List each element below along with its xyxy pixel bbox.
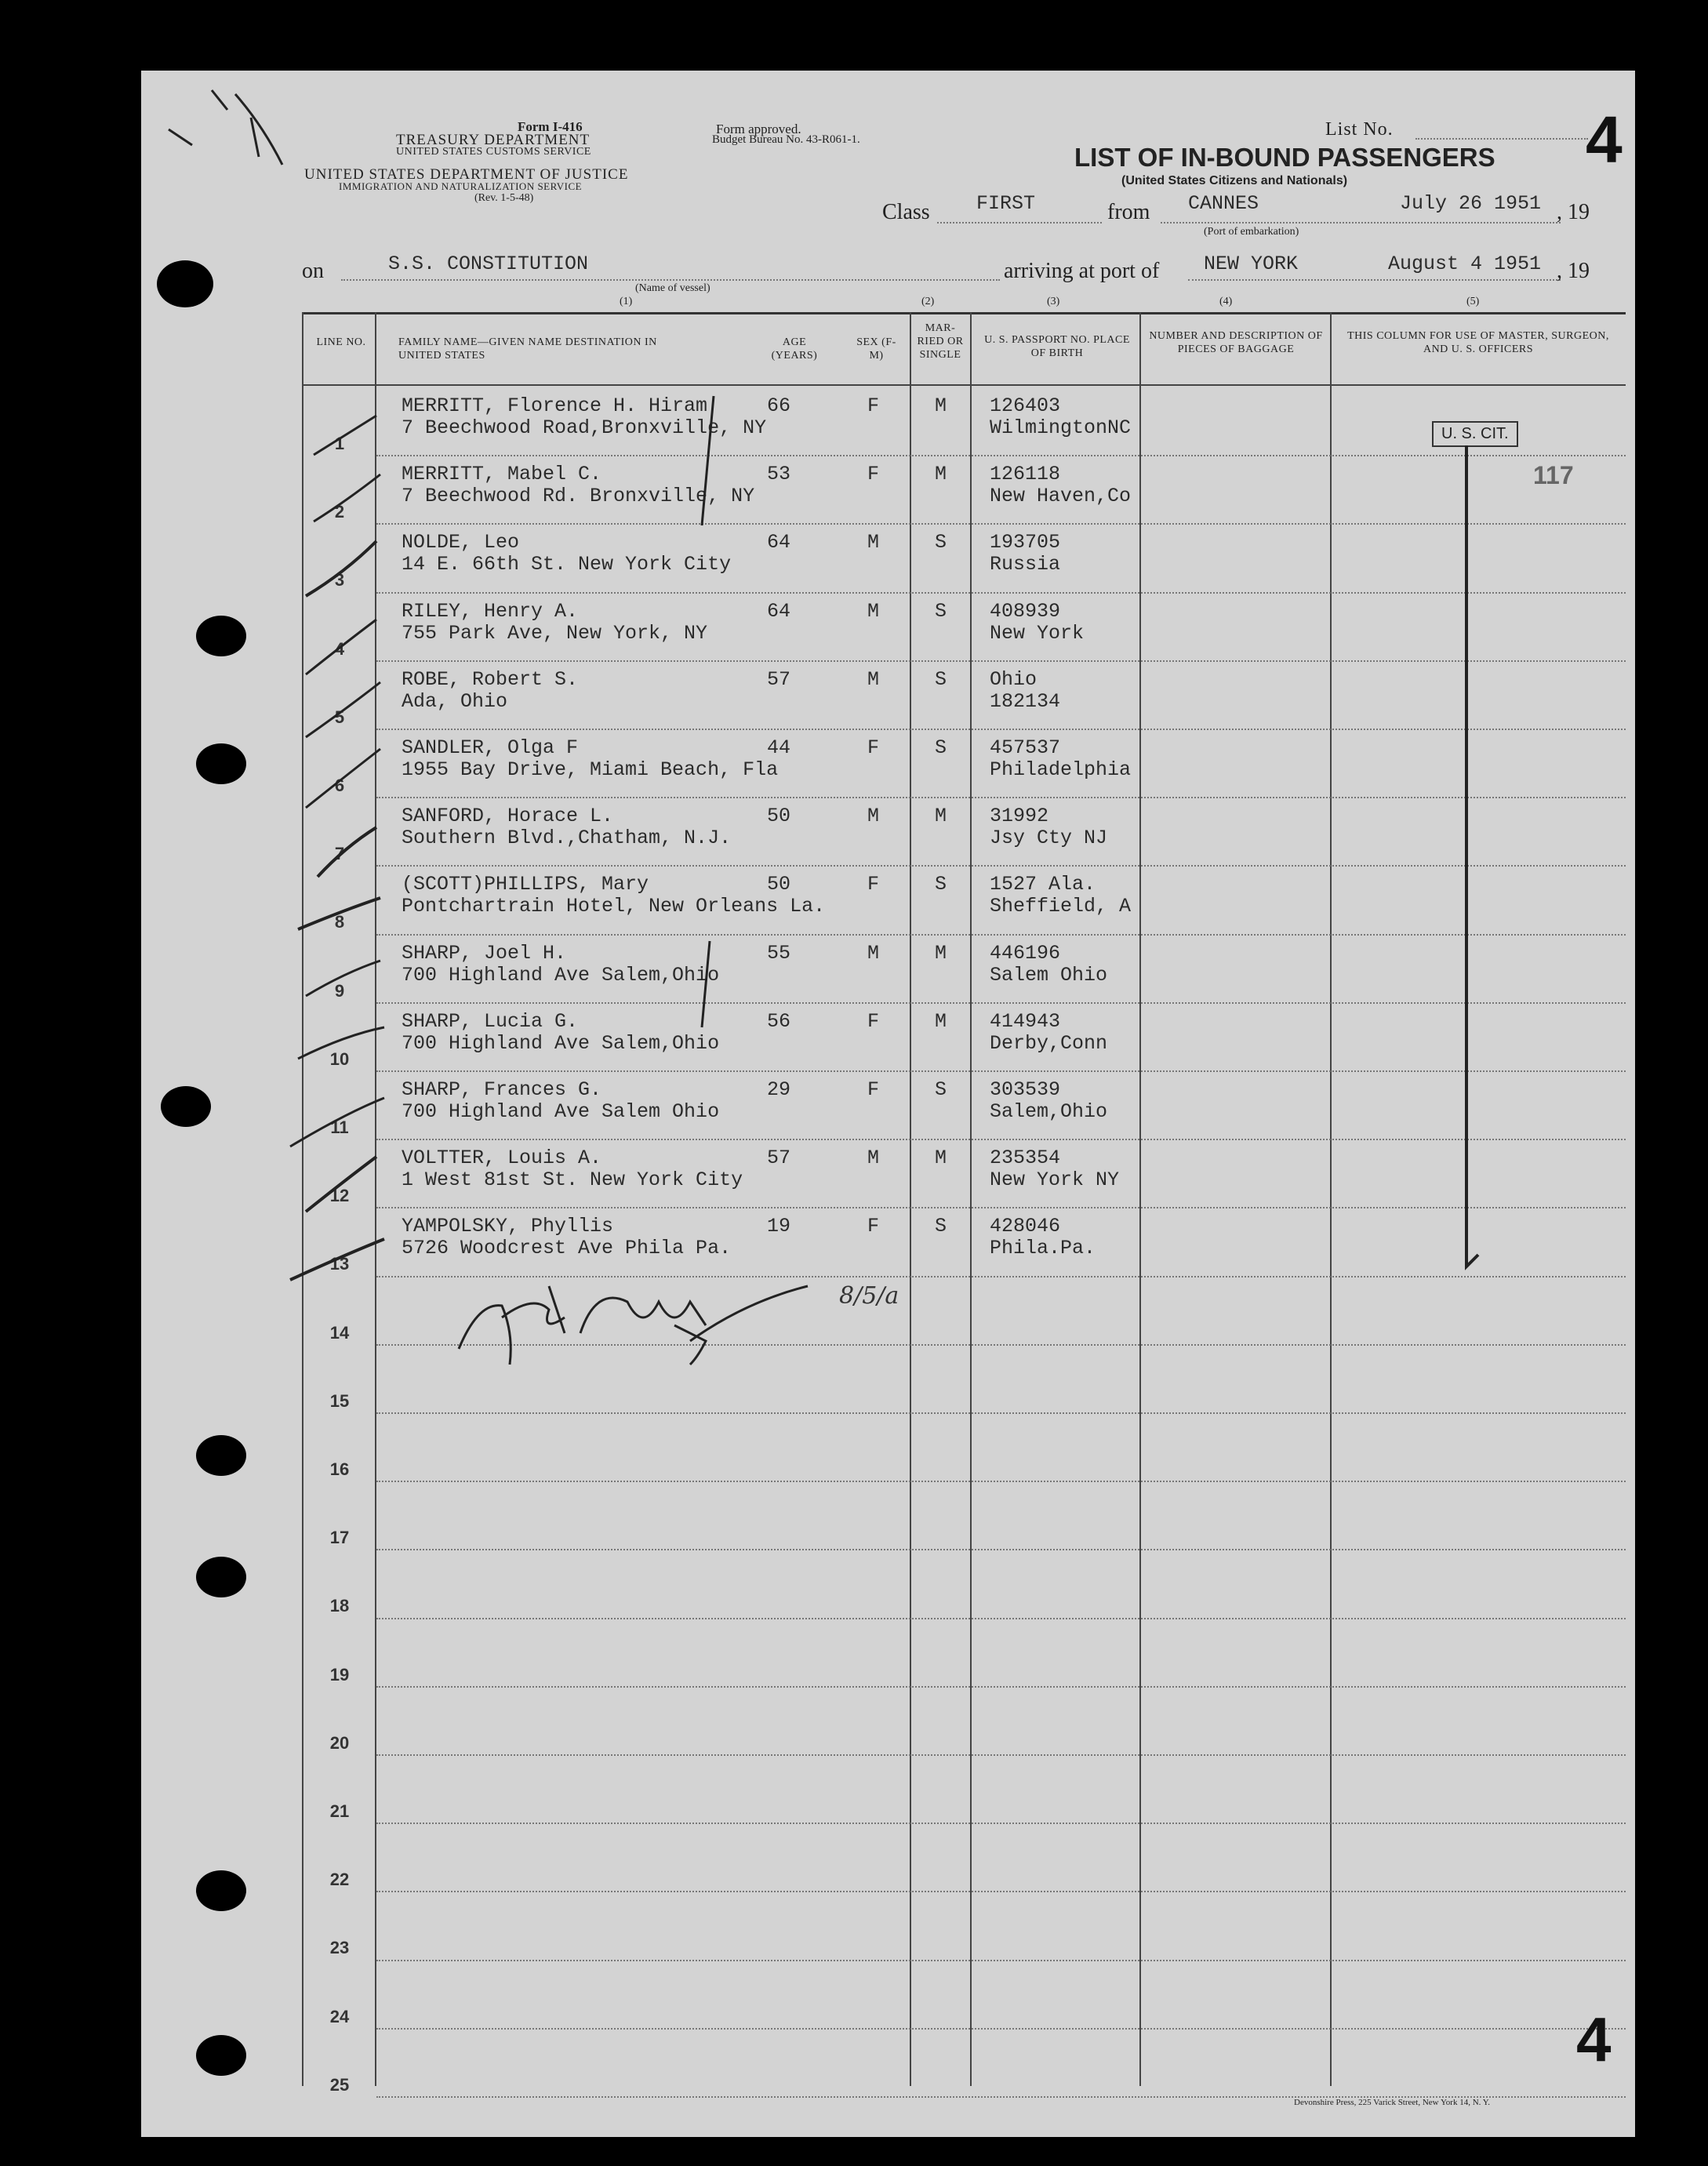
row-separator [376, 797, 1626, 798]
passenger-marital-status: M [935, 941, 947, 965]
row-separator [376, 1002, 1626, 1004]
vessel-name: S.S. CONSTITUTION [388, 253, 589, 275]
passenger-destination: Pontchartrain Hotel, New Orleans La. [402, 895, 826, 918]
passport-number: Ohio [990, 667, 1038, 691]
form-subtitle: (United States Citizens and Nationals) [1121, 174, 1348, 187]
line-number: 5 [334, 707, 345, 727]
line-number: 14 [329, 1322, 350, 1343]
passenger-sex: F [867, 394, 880, 417]
passenger-marital-status: M [935, 463, 947, 486]
binder-hole [196, 2035, 246, 2076]
justice-dept: UNITED STATES DEPARTMENT OF JUSTICE [304, 166, 629, 183]
printer-credit: Devonshire Press, 225 Varick Street, New York 14, N. Y. [1294, 2098, 1491, 2107]
passenger-name: VOLTTER, Louis A. [402, 1147, 602, 1170]
place-of-birth: Derby,Conn [990, 1031, 1108, 1055]
line-number: 23 [329, 1938, 350, 1958]
row-separator [376, 1344, 1626, 1346]
from-label: from [1107, 200, 1150, 224]
place-of-birth: Jsy Cty NJ [990, 827, 1108, 850]
passenger-age: 57 [767, 1147, 791, 1170]
line-number: 4 [334, 638, 345, 659]
col-header-name: FAMILY NAME—GIVEN NAME DESTINATION IN UNITED STATES [398, 336, 657, 362]
passenger-marital-status: S [935, 736, 947, 759]
row-separator [376, 729, 1626, 730]
row-separator [376, 1481, 1626, 1482]
passenger-name: SANDLER, Olga F [402, 736, 579, 759]
passenger-age: 64 [767, 599, 791, 623]
col-header-baggage: NUMBER AND DESCRIPTION OF PIECES OF BAGGAGE [1149, 330, 1323, 355]
line-number: 9 [334, 980, 345, 1001]
line-number: 3 [334, 570, 345, 591]
binder-hole [196, 743, 246, 784]
passenger-age: 66 [767, 394, 791, 417]
passenger-sex: M [867, 599, 880, 623]
row-separator [376, 1754, 1626, 1756]
passenger-name: SHARP, Lucia G. [402, 1009, 579, 1033]
row-separator [376, 2028, 1626, 2030]
passenger-marital-status: M [935, 394, 947, 417]
passport-number: 446196 [990, 941, 1061, 965]
row-separator [376, 1960, 1626, 1961]
passenger-marital-status: S [935, 599, 947, 623]
row-separator [376, 1276, 1626, 1277]
passenger-age: 50 [767, 805, 791, 828]
passenger-destination: 7 Beechwood Rd. Bronxville, NY [402, 485, 755, 508]
passenger-age: 64 [767, 531, 791, 554]
place-of-birth: Sheffield, A [990, 895, 1132, 918]
passenger-age: 55 [767, 941, 791, 965]
line-number: 18 [329, 1596, 350, 1616]
passenger-sex: M [867, 667, 880, 691]
row-separator [376, 1823, 1626, 1824]
passenger-name: SANFORD, Horace L. [402, 805, 614, 828]
passenger-marital-status: M [935, 805, 947, 828]
row-separator [376, 1139, 1626, 1140]
passenger-sex: F [867, 463, 880, 486]
passenger-destination: Southern Blvd.,Chatham, N.J. [402, 827, 732, 850]
place-of-birth: 182134 [990, 689, 1061, 713]
line-number: 7 [334, 844, 345, 864]
passenger-age: 19 [767, 1215, 791, 1238]
binder-hole [161, 1086, 211, 1127]
passenger-destination: 1 West 81st St. New York City [402, 1168, 743, 1192]
passenger-marital-status: S [935, 1215, 947, 1238]
passport-number: 126403 [990, 394, 1061, 417]
form-approved: Form approved. [716, 122, 801, 136]
ins-service: IMMIGRATION AND NATURALIZATION SERVICE [339, 180, 583, 192]
col-header-sex: SEX (F-M) [856, 336, 896, 362]
line-number: 8 [334, 912, 345, 932]
passenger-sex: M [867, 531, 880, 554]
on-label: on [302, 259, 324, 283]
passenger-name: MERRITT, Mabel C. [402, 463, 602, 486]
passenger-manifest-page [141, 71, 1635, 2137]
place-of-birth: New York NY [990, 1168, 1120, 1192]
place-of-birth: Russia [990, 553, 1061, 576]
col-num-2: (2) [921, 296, 935, 307]
row-separator [376, 1412, 1626, 1414]
place-of-birth: New Haven,Co [990, 485, 1132, 508]
passenger-sex: F [867, 1215, 880, 1238]
passenger-destination: 7 Beechwood Road,Bronxville, NY [402, 416, 767, 439]
row-separator [376, 1070, 1626, 1072]
passenger-marital-status: M [935, 1147, 947, 1170]
col-num-3: (3) [1047, 296, 1060, 307]
place-of-birth: Salem,Ohio [990, 1100, 1108, 1123]
row-separator [376, 1207, 1626, 1208]
passenger-destination: 700 Highland Ave Salem,Ohio [402, 963, 720, 987]
line-number: 11 [330, 1118, 349, 1137]
passenger-destination: 14 E. 66th St. New York City [402, 553, 732, 576]
passenger-name: ROBE, Robert S. [402, 667, 579, 691]
place-of-birth: Philadelphia [990, 758, 1132, 781]
line-number: 19 [329, 1664, 350, 1684]
line-number: 20 [329, 1732, 350, 1753]
col-header-passport: U. S. PASSPORT NO. PLACE OF BIRTH [984, 334, 1130, 359]
passenger-age: 57 [767, 667, 791, 691]
place-of-birth: New York [990, 621, 1085, 645]
passport-number: 428046 [990, 1215, 1061, 1238]
us-citizen-stamp: U. S. CIT. [1432, 421, 1518, 447]
passport-number: 408939 [990, 599, 1061, 623]
customs-service: UNITED STATES CUSTOMS SERVICE [396, 146, 591, 158]
line-number: 15 [329, 1390, 350, 1411]
passenger-name: MERRITT, Florence H. Hiram [402, 394, 708, 417]
table-top-border [302, 312, 1626, 314]
row-separator [376, 1891, 1626, 1892]
passenger-destination: Ada, Ohio [402, 689, 508, 713]
row-separator [376, 865, 1626, 867]
passenger-name: (SCOTT)PHILLIPS, Mary [402, 873, 649, 896]
arrival-port: NEW YORK [1204, 253, 1299, 275]
arrival-year-suffix: , 19 [1557, 259, 1590, 283]
col-num-4: (4) [1219, 296, 1233, 307]
passenger-destination: 700 Highland Ave Salem,Ohio [402, 1031, 720, 1055]
list-no-label: List No. [1325, 119, 1394, 140]
line-number: 1 [334, 434, 345, 453]
binder-hole [196, 616, 246, 656]
passenger-name: SHARP, Joel H. [402, 941, 567, 965]
place-of-birth: Phila.Pa. [990, 1237, 1096, 1260]
passenger-destination: 755 Park Ave, New York, NY [402, 621, 708, 645]
stamp-number: 117 [1533, 461, 1574, 489]
binder-hole [196, 1557, 246, 1597]
embark-year-suffix: , 19 [1557, 200, 1590, 224]
passenger-age: 44 [767, 736, 791, 759]
row-separator [376, 660, 1626, 662]
place-of-birth: Salem Ohio [990, 963, 1108, 987]
col-header-age: AGE (YEARS) [771, 336, 818, 362]
line-number: 21 [329, 1801, 350, 1821]
list-number: 4 [1586, 103, 1623, 176]
row-separator [376, 934, 1626, 936]
passport-number: 126118 [990, 463, 1061, 486]
vessel-caption: (Name of vessel) [635, 282, 710, 294]
passenger-marital-status: S [935, 667, 947, 691]
line-number: 6 [334, 776, 345, 795]
col-header-line: LINE NO. [316, 336, 366, 348]
passenger-age: 53 [767, 463, 791, 486]
col-header-married: MAR-RIED OR SINGLE [917, 322, 964, 361]
binder-hole [196, 1435, 246, 1476]
line-number: 13 [329, 1254, 350, 1274]
line-number: 16 [329, 1459, 350, 1479]
passenger-marital-status: S [935, 531, 947, 554]
passport-number: 235354 [990, 1147, 1061, 1170]
passenger-sex: F [867, 873, 880, 896]
line-number: 24 [329, 2006, 350, 2026]
passenger-name: YAMPOLSKY, Phyllis [402, 1215, 614, 1238]
passenger-marital-status: S [935, 1078, 947, 1101]
bottom-list-number: 4 [1576, 2004, 1612, 2074]
binder-hole [196, 1870, 246, 1911]
passenger-marital-status: S [935, 873, 947, 896]
place-of-birth: WilmingtonNC [990, 416, 1132, 439]
passport-number: 414943 [990, 1009, 1061, 1033]
row-separator [376, 592, 1626, 594]
row-separator [376, 1618, 1626, 1619]
passenger-name: SHARP, Frances G. [402, 1078, 602, 1101]
col-num-1: (1) [620, 296, 633, 307]
row-separator [376, 1686, 1626, 1688]
line-number: 2 [334, 502, 345, 522]
passenger-age: 50 [767, 873, 791, 896]
table-header-bottom [302, 384, 1626, 386]
col-header-officers: THIS COLUMN FOR USE OF MASTER, SURGEON, AND U. S. OFFICERS [1347, 330, 1609, 355]
signature-note: 8/5/a [839, 1282, 899, 1310]
class-label: Class [882, 200, 930, 224]
embark-port: CANNES [1188, 192, 1259, 215]
arriving-label: arriving at port of [1004, 259, 1160, 283]
passenger-sex: M [867, 941, 880, 965]
form-number: Form I-416 [518, 119, 583, 134]
passenger-sex: F [867, 736, 880, 759]
passenger-sex: F [867, 1078, 880, 1101]
treasury-dept: TREASURY DEPARTMENT [396, 132, 591, 148]
passenger-name: RILEY, Henry A. [402, 599, 579, 623]
passport-number: 303539 [990, 1078, 1061, 1101]
line-number: 10 [329, 1048, 350, 1069]
passport-number: 31992 [990, 805, 1049, 828]
passenger-sex: F [867, 1009, 880, 1033]
passenger-destination: 700 Highland Ave Salem Ohio [402, 1100, 720, 1123]
row-separator [376, 523, 1626, 525]
passenger-age: 29 [767, 1078, 791, 1101]
passenger-destination: 1955 Bay Drive, Miami Beach, Fla [402, 758, 779, 781]
embark-date: July 26 1951 [1400, 192, 1542, 215]
col-num-5: (5) [1466, 296, 1480, 307]
line-number: 25 [329, 2074, 350, 2095]
budget-bureau: Budget Bureau No. 43-R061-1. [712, 133, 860, 146]
arrival-date: August 4 1951 [1388, 253, 1542, 275]
revision: (Rev. 1-5-48) [474, 192, 534, 204]
binder-hole [157, 260, 213, 307]
passport-number: 1527 Ala. [990, 873, 1096, 896]
passport-number: 193705 [990, 531, 1061, 554]
passenger-age: 56 [767, 1009, 791, 1033]
passenger-sex: M [867, 1147, 880, 1170]
passenger-name: NOLDE, Leo [402, 531, 520, 554]
passport-number: 457537 [990, 736, 1061, 759]
line-number: 17 [329, 1528, 350, 1548]
row-separator [376, 455, 1626, 456]
row-separator [376, 1549, 1626, 1550]
line-number: 22 [329, 1870, 350, 1890]
line-number: 12 [329, 1186, 350, 1206]
class-value: FIRST [976, 192, 1036, 215]
port-embark-caption: (Port of embarkation) [1204, 226, 1299, 238]
passenger-marital-status: M [935, 1009, 947, 1033]
form-title: LIST OF IN-BOUND PASSENGERS [1074, 143, 1495, 172]
passenger-destination: 5726 Woodcrest Ave Phila Pa. [402, 1237, 732, 1260]
passenger-sex: M [867, 805, 880, 828]
